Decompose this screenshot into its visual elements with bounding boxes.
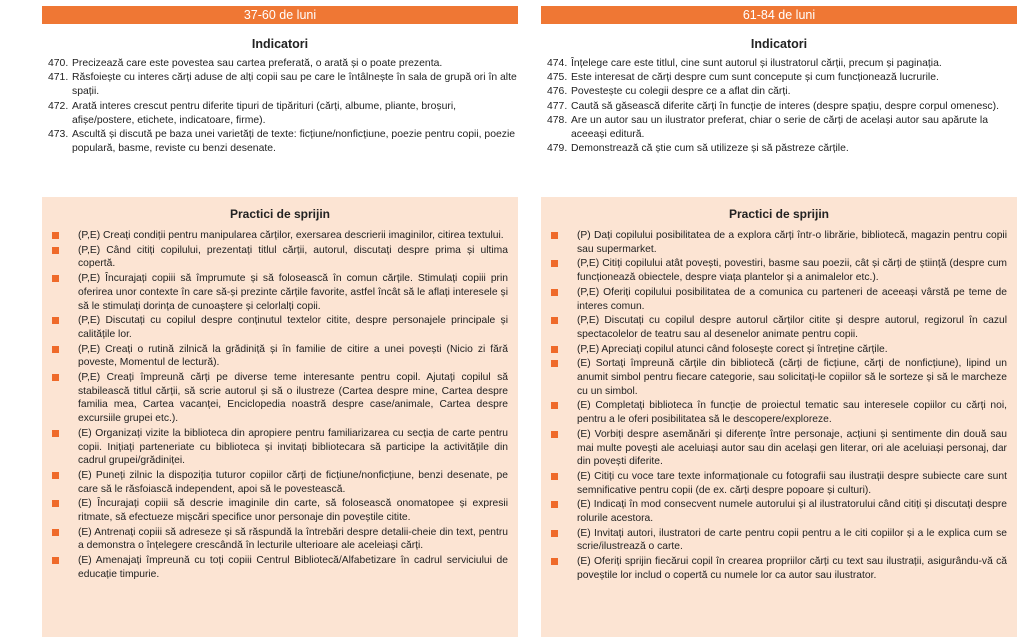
indicator-number: 475. — [547, 72, 568, 84]
square-bullet-icon — [551, 232, 558, 239]
indicator-text: Este interesat de cărți despre cum sunt concepute și cum funcționează lucrurile. — [571, 72, 939, 84]
square-bullet-icon — [52, 317, 59, 324]
practice-text: (E) Antrenați copiii să adreseze și să răspundă la întrebări despre detalii-cheie din text, pentru a demonstra o înțelegere crescândă în lecturile ulterioare ale aceleiași cărți. — [78, 526, 508, 552]
indicator-number: 476. — [547, 86, 568, 98]
practice-item — [541, 470, 1007, 497]
indicator-item — [541, 85, 1017, 99]
practice-item — [42, 554, 508, 581]
indicator-text: Răsfoiește cu interes cărți aduse de alți copii sau pe care le întâlnește în sala de grupă ori în alte spații. — [72, 72, 517, 98]
square-bullet-icon — [52, 430, 59, 437]
column-37-60 — [42, 6, 518, 580]
practice-text: (E) Sortați împreună cărțile din bibliotecă (cărți de ficțiune, cărți de nonficțiune), lipind un anumit simbol pentru fiecare categorie, sau solicitați-le copiilor să le sorteze și să le marcheze cu un simbol. — [577, 358, 1007, 397]
square-bullet-icon — [551, 431, 558, 438]
practice-text: (E) Puneți zilnic la dispoziția tuturor copiilor cărți de ficțiune/nonficțiune, benzi desenate, pe care să le răsfoiască independent, apoi să le povestească. — [78, 469, 508, 495]
practice-item — [541, 343, 1007, 357]
practice-text: (E) Indicați în mod consecvent numele autorului și al ilustratorului când citiți și discutați despre rolurile acestora. — [577, 499, 1007, 525]
indicator-text: Caută să găsească diferite cărți în funcție de interes (despre spațiu, despre corpul omenesc). — [571, 100, 999, 112]
practice-text: (P,E) Discutați cu copilul despre conținutul textelor citite, despre personajele principale și calitățile lor. — [78, 315, 508, 340]
practice-text: (P) Dați copilului posibilitatea de a explora cărți într-o librărie, bibliotecă, magazin pentru copii sau supermarket. — [577, 230, 1007, 255]
indicator-text: Înțelege care este titlul, cine sunt autorul și ilustratorul cărții, precum și paginația. — [571, 58, 942, 69]
square-bullet-icon — [551, 346, 558, 353]
practice-item — [541, 314, 1007, 341]
indicators-title: Indicatori — [251, 37, 309, 51]
practice-item — [42, 244, 508, 271]
practice-text: (E) Amenajați împreună cu toți copiii Centrul Bibliotecă/Alfabetizare în cadrul serviciului de educație timpurie. — [78, 555, 508, 580]
indicators-list — [541, 57, 1017, 156]
column-61-84 — [541, 6, 1017, 581]
practice-item — [42, 314, 508, 341]
practice-item — [541, 229, 1007, 256]
practice-text: (E) Vorbiți despre asemănări și diferențe între personaje, acțiuni și sentimente din două sau mai multe povești ale aceluiași autor sau din același gen literar, ori ale aceluiași personaj, dar din povești diferite. — [577, 428, 1007, 468]
square-bullet-icon — [52, 346, 59, 353]
practice-text: (E) Organizați vizite la biblioteca din apropiere pentru familiarizarea cu secția de carte pentru copii. Inițiați parteneriate cu biblioteca și invitați bibliotecara să participe la activitățile din cadrul grupei/grădiniței. — [78, 427, 508, 467]
indicator-number: 478. — [547, 114, 568, 126]
square-bullet-icon — [551, 317, 558, 324]
practice-item — [42, 497, 508, 524]
square-bullet-icon — [551, 473, 558, 480]
square-bullet-icon — [52, 374, 59, 381]
indicator-item — [541, 100, 1017, 114]
practice-item — [541, 399, 1007, 426]
indicator-item — [42, 71, 518, 99]
practice-item — [42, 371, 508, 426]
indicator-item — [42, 100, 518, 128]
practice-item — [42, 229, 508, 243]
practice-text: (E) Completați biblioteca în funcție de proiectul tematic sau interesele copiilor cu cărți noi, pentru a le oferi posibilitatea să le descopere/exploreze. — [577, 400, 1007, 426]
indicator-number: 471. — [48, 72, 69, 84]
practice-text: (P,E) Când citiți copilului, prezentați titlul cărții, autorul, discutați despre prima și ultima copertă. — [78, 244, 508, 270]
square-bullet-icon — [52, 275, 59, 282]
square-bullet-icon — [52, 472, 59, 479]
practices-title: Practici de sprijin — [229, 207, 331, 221]
indicator-number: 470. — [48, 58, 69, 69]
practice-text: (P,E) Citiți copilului atât povești, povestiri, basme sau poezii, cât și cărți de știință (despre cum funcționează obiectele, despre viața plantelor și a animalelor etc.). — [577, 258, 1007, 284]
indicator-item — [541, 57, 1017, 71]
practice-item — [541, 257, 1007, 284]
practice-text: (E) Oferiți sprijin fiecărui copil în crearea propriilor cărți cu text sau ilustrații, asigurându-vă că poveștile lor includ o copertă cu numele lor ca autor sau ilustrator. — [577, 556, 1007, 581]
age-header: 61-84 de luni — [541, 6, 1017, 24]
practice-text: (E) Invitați autori, ilustratori de carte pentru copii pentru a le citi copiilor și a le explica cum se scrie/ilustrează o carte. — [577, 527, 1007, 553]
practice-text: (P,E) Creați condiții pentru manipularea cărților, exersarea descrierii imaginilor, citirea textului. — [78, 230, 504, 241]
indicator-text: Povestește cu colegii despre ce a aflat din cărți. — [571, 86, 791, 98]
indicator-text: Ascultă și discută pe baza unei varietăți de texte: ficțiune/nonficțiune, poezie pentru copii, poezie populară, basme, reviste cu benzi desenate. — [72, 129, 516, 155]
indicators-list — [42, 57, 518, 156]
square-bullet-icon — [52, 500, 59, 507]
indicator-item — [42, 128, 518, 156]
indicator-number: 474. — [547, 58, 568, 69]
indicator-item — [541, 114, 1017, 142]
indicator-text: Demonstrează că știe cum să utilizeze și să păstreze cărțile. — [571, 143, 849, 155]
practice-item — [42, 469, 508, 496]
square-bullet-icon — [52, 529, 59, 536]
practice-text: (P,E) Apreciați copilul atunci când folosește corect și întreține cărțile. — [577, 343, 888, 355]
practice-item — [42, 272, 508, 313]
square-bullet-icon — [551, 260, 558, 267]
indicator-item — [42, 57, 518, 71]
indicator-number: 472. — [48, 100, 69, 112]
square-bullet-icon — [52, 557, 59, 564]
square-bullet-icon — [52, 232, 59, 239]
square-bullet-icon — [551, 360, 558, 367]
practice-text: (E) Citiți cu voce tare texte informaționale cu fotografii sau ilustrații despre subiecte care sunt semnificative pentru copii (de ex. cărți despre popoare și culturi). — [577, 470, 1007, 496]
practice-text: (P,E) Încurajați copiii să împrumute și să folosească în comun cărțile. Stimulați copiii prin oferirea unor contexte în care să-și prezinte cărțile favorite, astfel încât să le aflați interesele și să le stimulați dorința de cunoaștere și celorlalți copii. — [78, 273, 508, 312]
indicator-item — [541, 71, 1017, 85]
indicators-title: Indicatori — [750, 37, 808, 51]
indicator-text: Precizează care este povestea sau cartea preferată, o arată și o poate prezenta. — [72, 58, 443, 69]
square-bullet-icon — [551, 289, 558, 296]
practices-list — [42, 229, 518, 582]
practice-text: (P,E) Oferiți copilului posibilitatea de a comunica cu parteneri de aceeași vârstă pe teme de interes comun. — [577, 286, 1007, 312]
practice-item — [541, 428, 1007, 469]
practice-item — [541, 555, 1007, 582]
practice-item — [42, 343, 508, 370]
practice-text: (P,E) Discutați cu copilul despre autorul cărților citite și despre autorul, regizorul în cazul spectacolelor de teatru sau al desenelor animate pentru copii. — [577, 315, 1007, 340]
practices-box — [541, 197, 1017, 637]
practice-item — [541, 357, 1007, 398]
age-header: 37-60 de luni — [42, 6, 518, 24]
practice-item — [541, 498, 1007, 525]
square-bullet-icon — [551, 558, 558, 565]
indicator-item — [541, 142, 1017, 156]
indicator-text: Are un autor sau un ilustrator preferat, chiar o serie de cărți de același autor sau apărute la aceeași editură. — [571, 114, 989, 141]
indicator-number: 477. — [547, 100, 568, 112]
practices-title: Practici de sprijin — [728, 207, 830, 221]
practices-box — [42, 197, 518, 637]
indicator-number: 479. — [547, 143, 568, 155]
practice-text: (P,E) Creați o rutină zilnică la grădiniță și în familie de citire a unei povești (Nicio zi fără poveste, Momentul de lectură). — [78, 343, 508, 369]
square-bullet-icon — [551, 501, 558, 508]
practice-item — [42, 427, 508, 468]
practice-item — [541, 286, 1007, 313]
practices-list — [541, 229, 1017, 583]
practice-text: (E) Încurajați copiii să descrie imaginile din carte, să folosească onomatopee și expresii ritmate, să efectueze mișcări specifice unor personaje din poveștile citite. — [78, 498, 508, 524]
indicator-text: Arată interes crescut pentru diferite tipuri de tipărituri (cărți, albume, pliante, broșuri, afișe/postere, etichete, indicatoare, firme). — [72, 100, 457, 126]
practice-text: (P,E) Creați împreună cărți pe diverse teme interesante pentru copil. Ajutați copilul să stabilească titlul cărții, să scrie autorul și să o ilustreze (Cartea despre mine, Cartea despre familia mea, Cartea vacanței, Enciclopedia noastră despre case/animale, Cartea despre excursiile grupei etc.). — [78, 372, 508, 425]
indicator-number: 473. — [48, 129, 69, 141]
square-bullet-icon — [551, 402, 558, 409]
practice-item — [541, 527, 1007, 554]
practice-item — [42, 526, 508, 553]
square-bullet-icon — [52, 247, 59, 254]
square-bullet-icon — [551, 530, 558, 537]
